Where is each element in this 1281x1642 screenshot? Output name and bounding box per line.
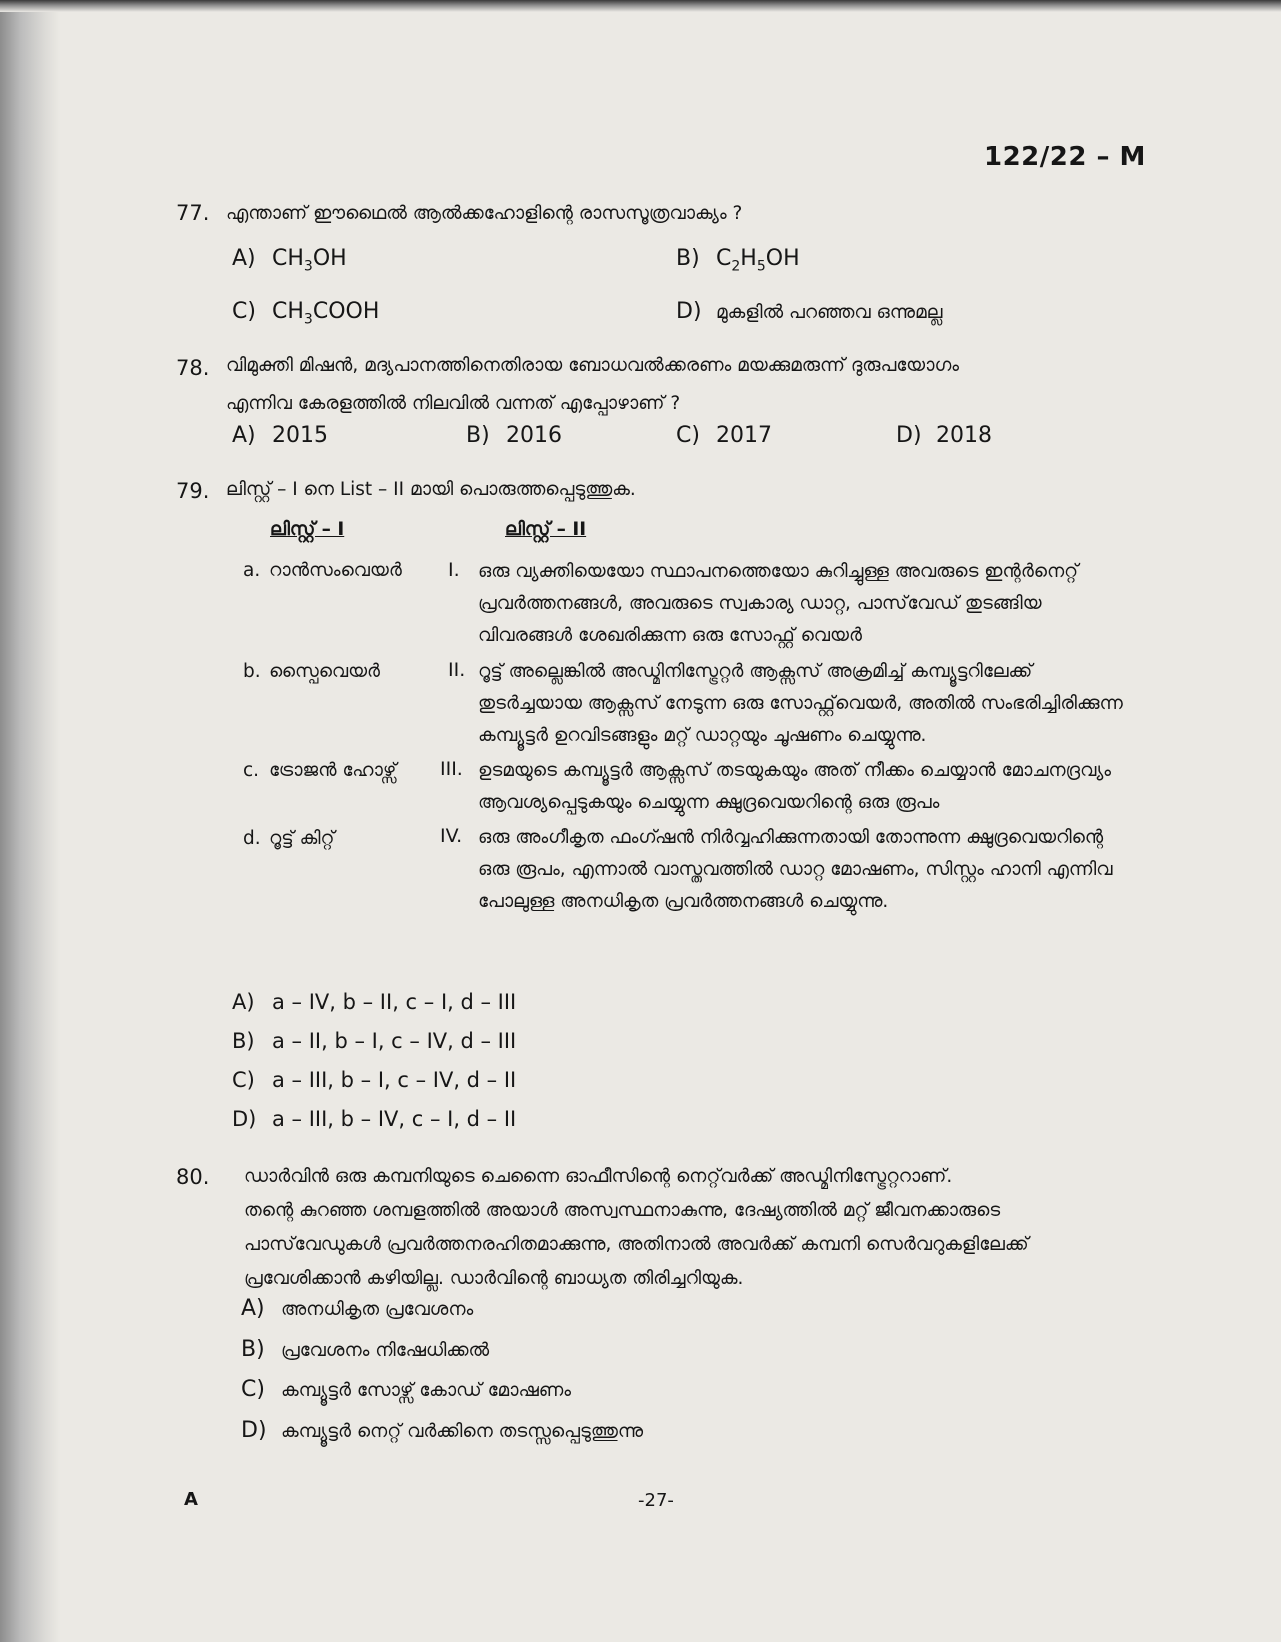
q77-option-b: B) $C_2H_5OH$ xyxy=(676,246,800,275)
option-label: D) xyxy=(896,423,922,448)
question-78-line-2: എന്നിവ കേരളത്തിൽ നിലവിൽ വന്നത് എപ്പോഴാണ് ? xyxy=(226,393,681,414)
list-1-heading: ലിസ്റ്റ് – I xyxy=(270,519,345,540)
q79-option-c: C) a – III, b – I, c – IV, d – II xyxy=(232,1068,517,1092)
option-label: C) xyxy=(241,1377,265,1402)
q79-option-b: B) a – II, b – I, c – IV, d – III xyxy=(232,1029,517,1053)
q77-option-d: D) മുകളിൽ പറഞ്ഞവ ഒന്നുമല്ല xyxy=(676,299,943,324)
list-1-item: c. ട്രോജൻ ഹോഴ്സ് xyxy=(243,760,397,781)
list-1-item: d. റൂട്ട് കിറ്റ് xyxy=(243,828,335,849)
option-label: A) xyxy=(232,246,256,271)
list-2-roman: I. xyxy=(448,559,460,581)
option-label: D) xyxy=(676,299,702,324)
list-2-description: ഒരു അംഗീകൃത ഫംഗ്ഷൻ നിർവ്വഹിക്കുന്നതായി തോന്നുന്ന ക്ഷുദ്രവെയറിന്റെ ഒരു രൂപം, എന്നാൽ വാസ്തവത്തിൽ ഡാറ്റ മോഷണം, സിസ്റ്റം ഹാനി എന്നിവ പോലുള്ള അനധികൃത പ്രവർത്തനങ്ങൾ ചെയ്യുന്നു. xyxy=(478,827,1113,912)
option-label: A) xyxy=(232,423,256,448)
scan-shadow xyxy=(0,0,60,1642)
q80-option-a: A) അനധികൃത പ്രവേശനം xyxy=(241,1296,474,1321)
question-80-line: തന്റെ കുറഞ്ഞ ശമ്പളത്തിൽ അയാൾ അസ്വസ്ഥനാകുന്നു, ദേഷ്യത്തിൽ മറ്റ് ജീവനക്കാരുടെ xyxy=(244,1200,1001,1221)
q77-option-c: C) $CH_3COOH$ xyxy=(232,299,380,328)
q80-option-d: D) കമ്പ്യൂട്ടർ നെറ്റ് വർക്കിനെ തടസ്സപ്പെടുത്തുന്നു xyxy=(241,1418,644,1443)
list-2-roman: IV. xyxy=(440,825,463,847)
series-code: A xyxy=(184,1489,198,1510)
question-80-line: ഡാർവിൻ ഒരു കമ്പനിയുടെ ചെന്നൈ ഓഫീസിന്റെ നെറ്റ്‌വർക്ക് അഡ്മിനിസ്ട്രേറ്ററാണ്. xyxy=(244,1166,953,1187)
q79-option-a: A) a – IV, b – II, c – I, d – III xyxy=(232,990,517,1014)
option-label: D) xyxy=(241,1418,267,1443)
option-label: C) xyxy=(232,299,256,324)
q80-option-b: B) പ്രവേശനം നിഷേധിക്കൽ xyxy=(241,1337,490,1362)
question-number-80: 80. xyxy=(176,1165,210,1189)
option-label: D) xyxy=(232,1107,257,1131)
q80-option-c: C) കമ്പ്യൂട്ടർ സോഴ്സ് കോഡ് മോഷണം xyxy=(241,1377,572,1402)
q77-option-a: A) $CH_3OH$ xyxy=(232,246,347,275)
question-79-text: ലിസ്റ്റ് – I നെ List – II മായി പൊരുത്തപ്പെടുത്തുക. xyxy=(226,479,636,500)
q78-option-c: C) 2017 xyxy=(676,423,772,448)
question-78-line-1: വിമുക്തി മിഷൻ, മദ്യപാനത്തിനെതിരായ ബോധവൽക്കരണം മയക്കുമരുന്ന് ദുരുപയോഗം xyxy=(226,355,960,376)
option-label: C) xyxy=(232,1068,255,1092)
list-2-description: ഉടമയുടെ കമ്പ്യൂട്ടർ ആക്സസ് തടയുകയും അത് നീക്കം ചെയ്യാൻ മോചനദ്രവ്യം ആവശ്യപ്പെടുകയും ചെയ്യുന്ന ക്ഷുദ്രവെയറിന്റെ ഒരു രൂപം xyxy=(478,760,1112,813)
question-80-line: പ്രവേശിക്കാൻ കഴിയില്ല. ഡാർവിന്റെ ബാധ്യത തിരിച്ചറിയുക. xyxy=(244,1268,744,1289)
option-label: B) xyxy=(676,246,700,271)
option-label: B) xyxy=(232,1029,255,1053)
question-number-78: 78. xyxy=(176,356,210,380)
question-number-77: 77. xyxy=(176,201,210,225)
option-label: C) xyxy=(676,423,700,448)
option-label: A) xyxy=(241,1296,265,1321)
option-label: B) xyxy=(466,423,490,448)
option-label: B) xyxy=(241,1337,265,1362)
option-label: A) xyxy=(232,990,255,1014)
list-1-item: a. റാൻസംവെയർ xyxy=(243,560,402,581)
list-2-description: ഒരു വ്യക്തിയെയോ സ്ഥാപനത്തെയോ കുറിച്ചുള്ള അവരുടെ ഇന്റർനെറ്റ് പ്രവർത്തനങ്ങൾ, അവരുടെ സ്വകാര്യ ഡാറ്റ, പാസ്‌വേഡ് തുടങ്ങിയ വിവരങ്ങൾ ശേഖരിക്കുന്ന ഒരു സോഫ്റ്റ് വെയർ xyxy=(478,561,1079,646)
q79-option-d: D) a – III, b – IV, c – I, d – II xyxy=(232,1107,517,1131)
list-2-description: റൂട്ട് അല്ലെങ്കിൽ അഡ്മിനിസ്ട്രേറ്റർ ആക്സസ് അക്രമിച്ച് കമ്പ്യൂട്ടറിലേക്ക് തുടർച്ചയായ ആക്സസ് നേടുന്ന ഒരു സോഫ്റ്റ്‌വെയർ, അതിൽ സംഭരിച്ചിരിക്കുന്ന കമ്പ്യൂട്ടർ ഉറവിടങ്ങളും മറ്റ് ഡാറ്റയും ചൂഷണം ചെയ്യുന്നു. xyxy=(478,661,1123,746)
question-number-79: 79. xyxy=(176,479,210,503)
q78-option-d: D) 2018 xyxy=(896,423,992,448)
question-80-line: പാസ്‌വേഡുകൾ പ്രവർത്തനരഹിതമാക്കുന്നു, അതിനാൽ അവർക്ക് കമ്പനി സെർവറുകളിലേക്ക് xyxy=(244,1234,1029,1255)
scan-edge xyxy=(0,0,1281,12)
paper-code: 122/22 – M xyxy=(984,142,1146,172)
list-1-item: b. സ്പൈവെയർ xyxy=(243,661,381,682)
list-2-heading: ലിസ്റ്റ് – II xyxy=(505,519,587,540)
question-77-text: എന്താണ് ഈഥൈൽ ആൽക്കഹോളിന്റെ രാസസൂത്രവാക്യം ? xyxy=(226,203,743,224)
list-2-roman: II. xyxy=(448,659,466,681)
page-number: -27- xyxy=(638,1490,674,1511)
q78-option-b: B) 2016 xyxy=(466,423,562,448)
list-2-roman: III. xyxy=(440,758,463,780)
q78-option-a: A) 2015 xyxy=(232,423,328,448)
